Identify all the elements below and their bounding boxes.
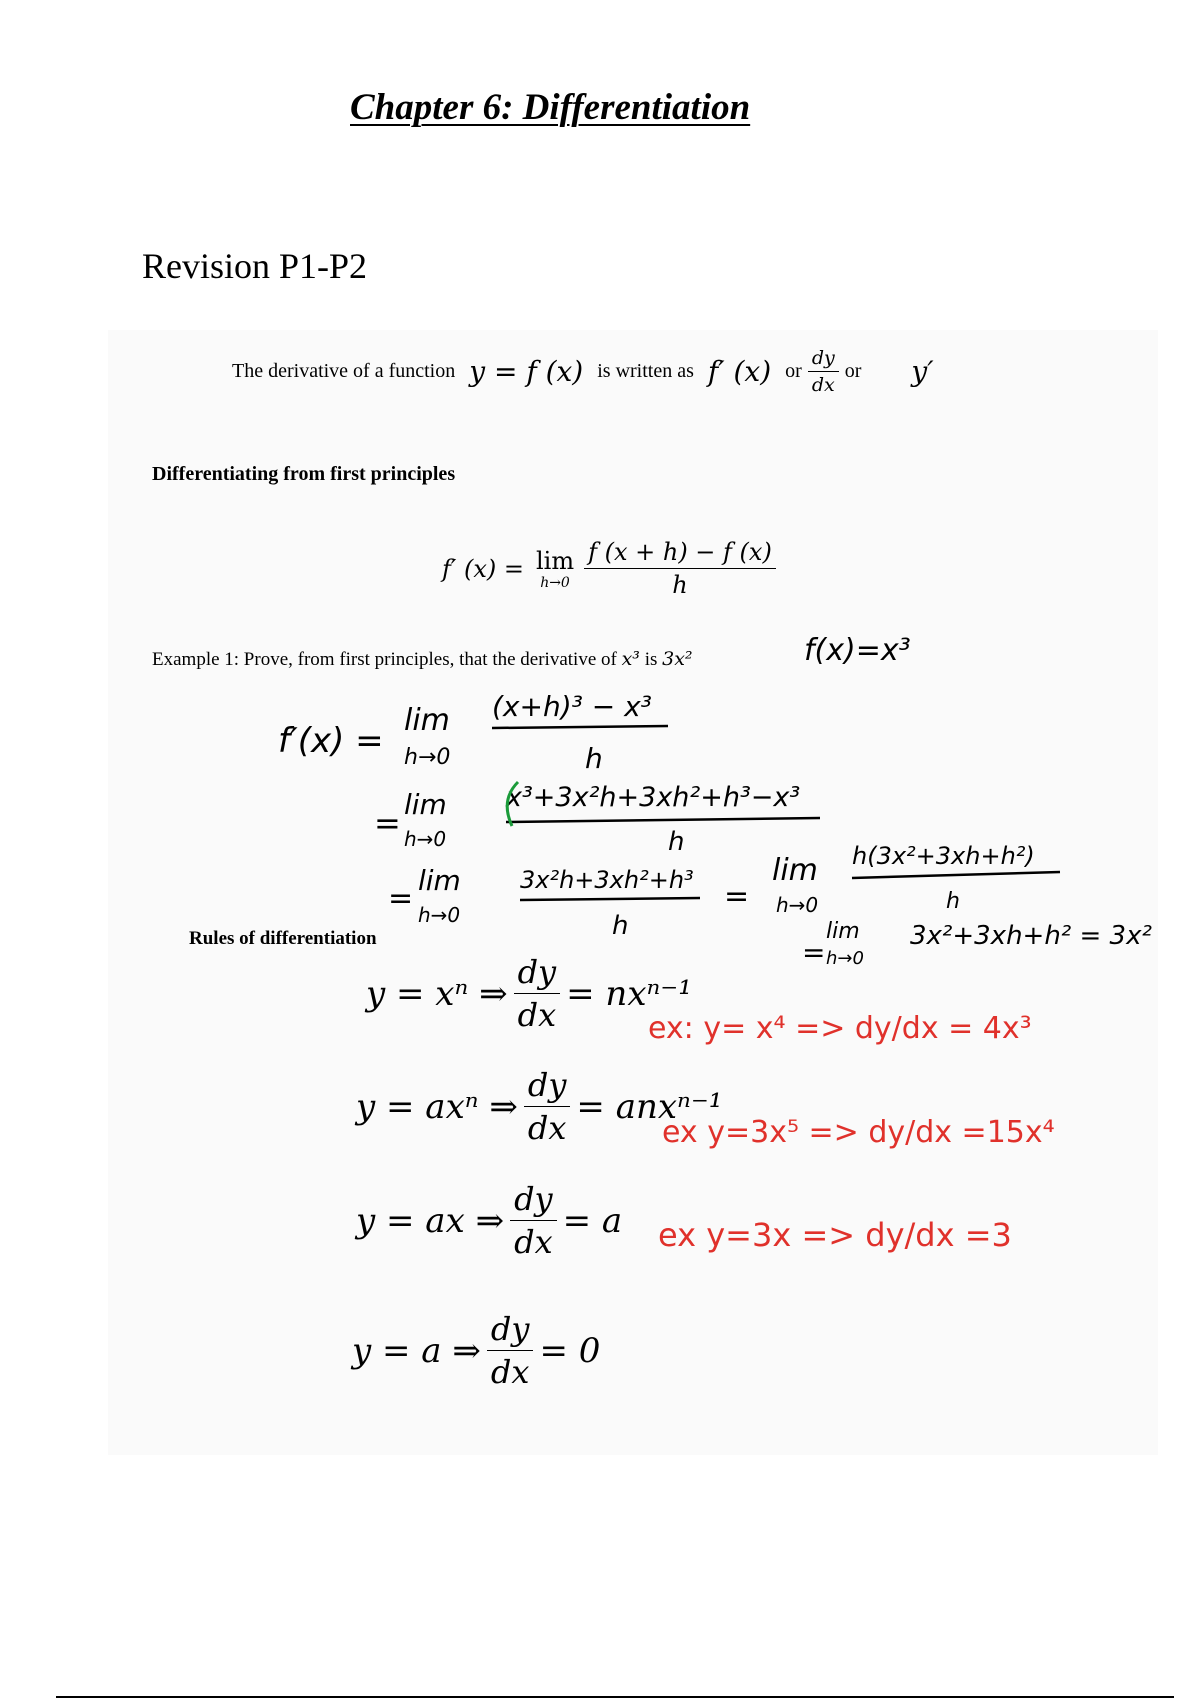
rule-linear-fraction bbox=[510, 1180, 557, 1261]
hw-step3-eq2: = bbox=[724, 879, 750, 914]
fp-numerator: f (x + h) − f (x) bbox=[584, 538, 776, 569]
hw-step2-sub: h→0 bbox=[404, 827, 447, 851]
section-title: Revision P1-P2 bbox=[142, 246, 368, 286]
hw-step1-sub: h→0 bbox=[404, 745, 451, 770]
hw-red-example-1: ex: y= x⁴ => dy/dx = 4x³ bbox=[648, 1011, 1032, 1046]
hw-step3-eq: = bbox=[388, 881, 414, 916]
hw-step3-sub: h→0 bbox=[418, 903, 461, 927]
rule-const-mult-lhs: y = axⁿ ⇒ bbox=[356, 1086, 518, 1127]
hw-step1-den: h bbox=[585, 742, 603, 775]
first-principles-heading: Differentiating from first principles bbox=[152, 463, 456, 485]
rule-power bbox=[366, 953, 692, 1034]
fp-lhs: f′ (x) = bbox=[442, 554, 524, 583]
hw-step2-num: x³+3x²h+3xh²+h³−x³ bbox=[506, 782, 801, 813]
rule-const-mult-dx: dx bbox=[527, 1109, 567, 1147]
hw-red-example-3: ex y=3x => dy/dx =3 bbox=[658, 1216, 1012, 1254]
intro-written-as: is written as bbox=[597, 360, 694, 382]
rule-constant-fraction bbox=[487, 1310, 534, 1391]
intro-or-2: or bbox=[844, 360, 862, 382]
rule-linear-dy: dy bbox=[510, 1180, 557, 1221]
fp-lim-sub: h→0 bbox=[540, 574, 570, 591]
rule-constant-rhs: = 0 bbox=[539, 1330, 601, 1371]
rule-power-fraction bbox=[514, 953, 561, 1034]
rule-power-rhs: = nxⁿ⁻¹ bbox=[566, 973, 692, 1014]
intro-lead: The derivative of a function bbox=[232, 360, 456, 382]
intro-or-1: or bbox=[785, 360, 802, 382]
intro-dy: dy bbox=[808, 347, 839, 372]
intro-dy-dx bbox=[808, 347, 839, 396]
chapter-title: Chapter 6: Differentiation bbox=[350, 87, 751, 128]
rule-const-mult-dy: dy bbox=[524, 1066, 571, 1107]
rule-constant-lhs: y = a ⇒ bbox=[352, 1330, 481, 1371]
fp-limit bbox=[536, 547, 574, 591]
first-principles-formula bbox=[442, 538, 782, 599]
hw-step3-lim2: lim bbox=[772, 853, 818, 888]
hw-step1-lim: lim bbox=[404, 703, 450, 738]
rule-constant bbox=[352, 1310, 600, 1391]
rule-const-mult-rhs: = anxⁿ⁻¹ bbox=[576, 1086, 723, 1127]
intro-y-prime: y′ bbox=[911, 355, 934, 388]
fp-fraction bbox=[584, 538, 776, 599]
example-result: 3x² bbox=[662, 648, 693, 670]
intro-function: y = f (x) bbox=[469, 355, 584, 388]
fp-lim: lim bbox=[535, 546, 575, 575]
rule-power-dx: dx bbox=[517, 996, 557, 1034]
hw-step2-eq: = bbox=[374, 804, 401, 842]
hw-step3-sub2: h→0 bbox=[776, 893, 819, 917]
rules-heading: Rules of differentiation bbox=[189, 928, 377, 949]
hw-step1-lhs: f′(x) = bbox=[278, 721, 384, 761]
derivative-notation-line bbox=[232, 347, 948, 396]
rule-power-dy: dy bbox=[514, 953, 561, 994]
hw-step4-eq: = bbox=[802, 936, 826, 969]
example-text: Example 1: Prove, from first principles, that the derivative of bbox=[152, 649, 617, 670]
rule-linear-dx: dx bbox=[514, 1223, 553, 1261]
fp-denominator: h bbox=[672, 571, 688, 599]
hw-step3-den: h bbox=[612, 911, 629, 941]
example-1 bbox=[152, 648, 693, 671]
hw-step4-expr: 3x²+3xh+h² = 3x² bbox=[910, 921, 1152, 951]
rule-constant-dx: dx bbox=[490, 1353, 530, 1391]
hw-step4-lim: lim bbox=[826, 919, 860, 944]
hw-step3-lim: lim bbox=[418, 864, 461, 897]
intro-dx: dx bbox=[811, 374, 835, 396]
rule-linear-rhs: = a bbox=[562, 1200, 623, 1241]
hw-step2-den: h bbox=[668, 827, 685, 857]
hw-step3-den2: h bbox=[946, 889, 960, 914]
rule-const-mult-fraction bbox=[524, 1066, 571, 1147]
hw-red-example-2: ex y=3x⁵ => dy/dx =15x⁴ bbox=[662, 1115, 1055, 1150]
rule-constant-dy: dy bbox=[487, 1310, 534, 1351]
hw-step3-num: 3x²h+3xh²+h³ bbox=[520, 866, 694, 894]
hw-step1-num: (x+h)³ − x³ bbox=[492, 690, 652, 723]
content-panel bbox=[108, 330, 1158, 1455]
hw-fx-definition: f(x)=x³ bbox=[804, 633, 911, 668]
rule-linear bbox=[356, 1180, 622, 1261]
hw-step2-lim: lim bbox=[404, 788, 447, 821]
hw-step4-sub: h→0 bbox=[826, 948, 864, 969]
intro-notation-prime: f′ (x) bbox=[707, 355, 772, 388]
example-is: is bbox=[644, 649, 658, 670]
bottom-rule bbox=[56, 1696, 1174, 1698]
example-term: x³ bbox=[621, 648, 640, 670]
rule-power-lhs: y = xⁿ ⇒ bbox=[366, 973, 508, 1014]
hw-step3-num2: h(3x²+3xh+h²) bbox=[852, 842, 1035, 870]
rule-linear-lhs: y = ax ⇒ bbox=[356, 1200, 505, 1241]
rule-constant-multiple bbox=[356, 1066, 722, 1147]
